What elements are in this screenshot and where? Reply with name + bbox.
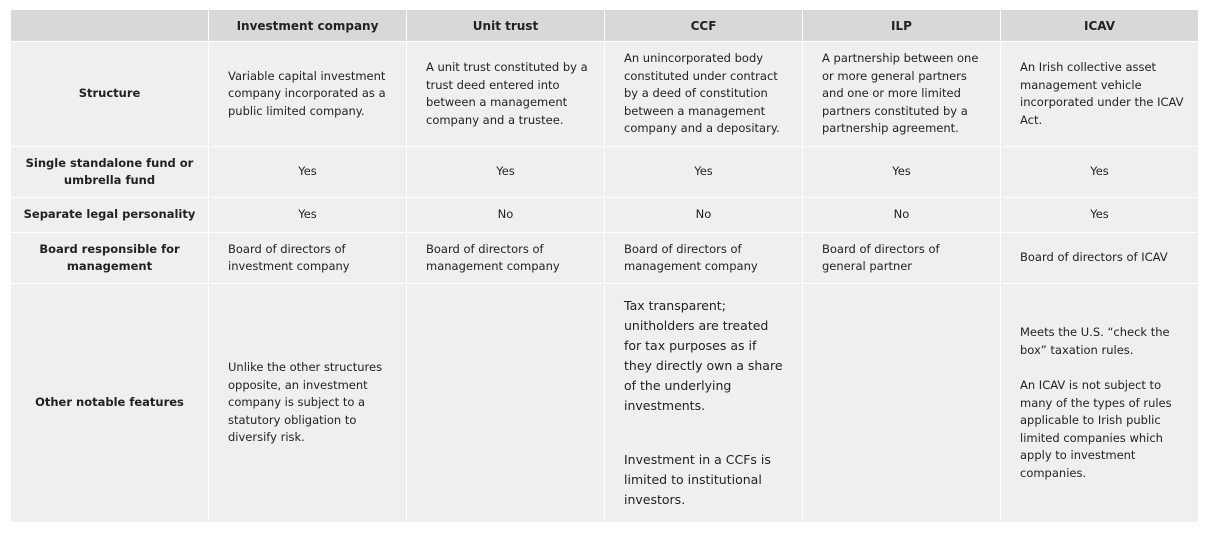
comparison-table-container (10, 9, 1198, 523)
header-corner (11, 10, 209, 42)
row-label-board-responsible: Board responsible for management (11, 233, 209, 284)
cell-structure-investment-company: Variable capital investment company incorporated as a public limited company. (209, 42, 407, 147)
cell-structure-ccf: An unincorporated body constituted under contract by a deed of constitution between a management company and a depositary. (605, 42, 803, 147)
header-ilp: ILP (803, 10, 1001, 42)
header-icav: ICAV (1001, 10, 1199, 42)
cell-board-unit-trust: Board of directors of management company (407, 233, 605, 284)
cell-board-ccf: Board of directors of management company (605, 233, 803, 284)
cell-board-ilp: Board of directors of general partner (803, 233, 1001, 284)
ccf-feature-tax-transparent: Tax transparent; unitholders are treated for tax purposes as if they directly own a share of the underlying investments. (624, 298, 783, 413)
cell-standalone-unit-trust: Yes (407, 147, 605, 198)
cell-other-icav (1001, 284, 1199, 523)
header-investment-company: Investment company (209, 10, 407, 42)
cell-other-ilp (803, 284, 1001, 523)
row-structure (11, 42, 1199, 147)
row-standalone-or-umbrella (11, 147, 1199, 198)
cell-standalone-investment-company: Yes (209, 147, 407, 198)
row-label-standalone-or-umbrella: Single standalone fund or umbrella fund (11, 147, 209, 198)
cell-legal-investment-company: Yes (209, 198, 407, 233)
icav-feature-not-subject-to-plc-rules: An ICAV is not subject to many of the types of rules applicable to Irish public limited companies which apply to investment companies. (1020, 378, 1172, 480)
ccf-feature-institutional-investors: Investment in a CCFs is limited to institutional investors. (624, 452, 771, 507)
cell-board-icav: Board of directors of ICAV (1001, 233, 1199, 284)
row-board-responsible (11, 233, 1199, 284)
header-ccf: CCF (605, 10, 803, 42)
row-other-notable-features (11, 284, 1199, 523)
header-unit-trust: Unit trust (407, 10, 605, 42)
row-legal-personality (11, 198, 1199, 233)
row-label-legal-personality: Separate legal personality (11, 198, 209, 233)
cell-other-investment-company: Unlike the other structures opposite, an investment company is subject to a statutory obligation to diversify risk. (209, 284, 407, 523)
fund-structure-comparison-table (10, 9, 1199, 523)
header-row (11, 10, 1199, 42)
cell-legal-icav: Yes (1001, 198, 1199, 233)
cell-structure-icav: An Irish collective asset management vehicle incorporated under the ICAV Act. (1001, 42, 1199, 147)
cell-legal-ilp: No (803, 198, 1001, 233)
cell-legal-ccf: No (605, 198, 803, 233)
cell-other-unit-trust (407, 284, 605, 523)
row-label-other-notable-features: Other notable features (11, 284, 209, 523)
cell-structure-ilp: A partnership between one or more general partners and one or more limited partners constituted by a partnership agreement. (803, 42, 1001, 147)
cell-other-ccf (605, 284, 803, 523)
icav-feature-check-the-box: Meets the U.S. “check the box” taxation rules. (1020, 325, 1170, 357)
cell-legal-unit-trust: No (407, 198, 605, 233)
cell-standalone-ilp: Yes (803, 147, 1001, 198)
row-label-structure: Structure (11, 42, 209, 147)
cell-standalone-ccf: Yes (605, 147, 803, 198)
cell-board-investment-company: Board of directors of investment company (209, 233, 407, 284)
cell-standalone-icav: Yes (1001, 147, 1199, 198)
cell-structure-unit-trust: A unit trust constituted by a trust deed entered into between a management company and a trustee. (407, 42, 605, 147)
